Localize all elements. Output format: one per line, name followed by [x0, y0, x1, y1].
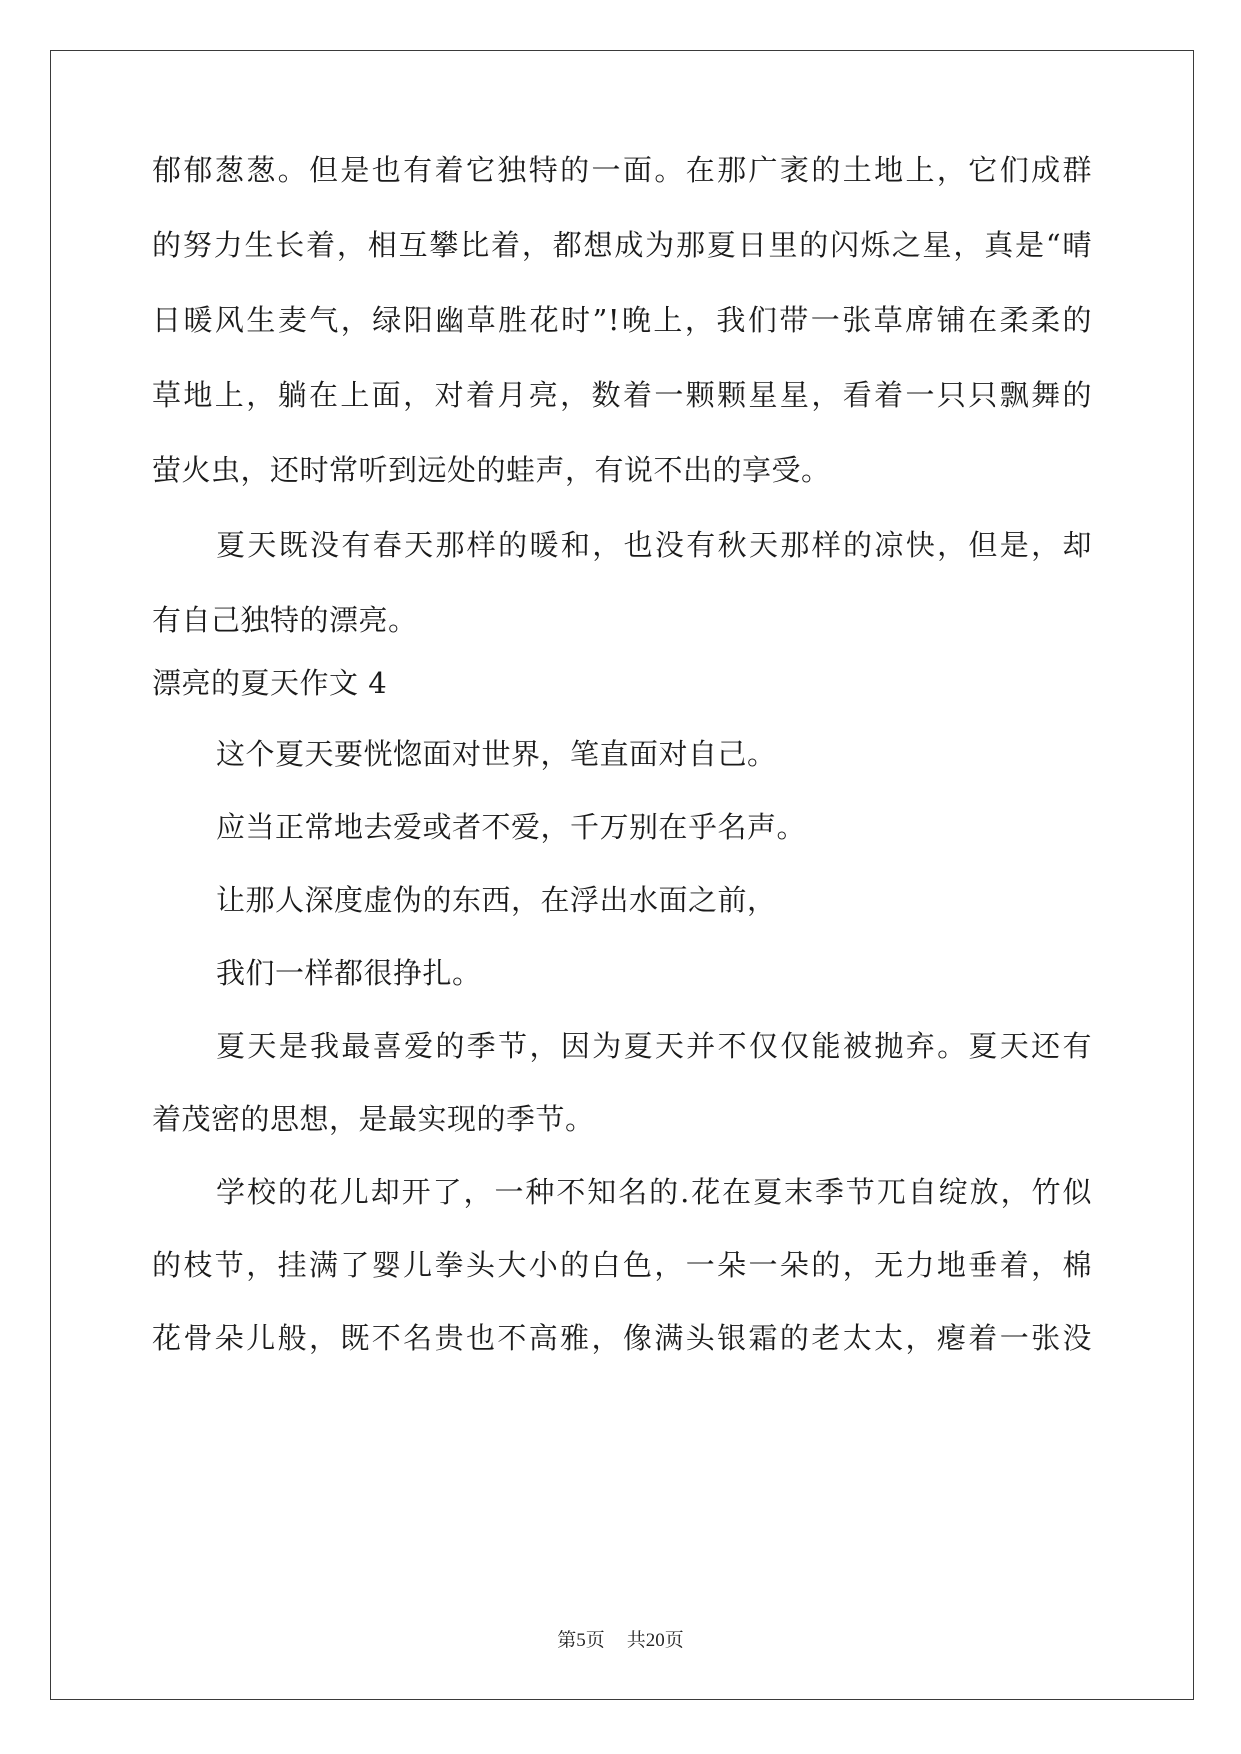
paragraph-first-line: 这个夏天要恍惚面对世界，笔直面对自己。	[216, 737, 777, 771]
paragraph-first-line: 夏天既没有春天那样的暖和，也没有秋天那样的凉快，但是，却	[216, 528, 1092, 562]
text-line: 着茂密的思想，是最实现的季节。	[152, 1102, 595, 1136]
paragraph-first-line: 学校的花儿却开了，一种不知名的.花在夏末季节兀自绽放，竹似	[216, 1175, 1092, 1209]
page-footer	[0, 1628, 1241, 1653]
page-label-suffix: 页	[585, 1629, 605, 1651]
text-line: 有自己独特的漂亮。	[152, 603, 418, 637]
total-label-suffix: 页	[664, 1629, 684, 1651]
paragraph-first-line: 我们一样都很挣扎。	[216, 956, 482, 990]
paragraph-first-line: 应当正常地去爱或者不爱，千万别在乎名声。	[216, 810, 807, 844]
text-line: 的努力生长着，相互攀比着，都想成为那夏日里的闪烁之星，真是“晴	[152, 228, 1092, 262]
total-label-prefix: 共	[626, 1629, 646, 1651]
text-line: 日暖风生麦气，绿阳幽草胜花时”!晚上，我们带一张草席铺在柔柔的	[152, 303, 1092, 337]
section-heading: 漂亮的夏天作文 4	[152, 666, 388, 700]
text-line: 郁郁葱葱。但是也有着它独特的一面。在那广袤的土地上，它们成群	[152, 153, 1092, 187]
paragraph-first-line: 夏天是我最喜爱的季节，因为夏天并不仅仅能被抛弃。夏天还有	[216, 1029, 1092, 1063]
text-line: 草地上，躺在上面，对着月亮，数着一颗颗星星，看着一只只飘舞的	[152, 378, 1092, 412]
text-line: 萤火虫，还时常听到远处的蛙声，有说不出的享受。	[152, 453, 831, 487]
page-label-prefix: 第	[557, 1629, 577, 1651]
page-border	[50, 50, 1194, 1700]
paragraph-first-line: 让那人深度虚伪的东西，在浮出水面之前，	[216, 883, 777, 917]
text-line: 的枝节，挂满了婴儿拳头大小的白色，一朵一朵的，无力地垂着，棉	[152, 1248, 1092, 1282]
text-line: 花骨朵儿般，既不名贵也不高雅，像满头银霜的老太太，瘪着一张没	[152, 1321, 1092, 1355]
total-pages: 20	[645, 1630, 665, 1651]
page-number: 5	[576, 1630, 586, 1651]
